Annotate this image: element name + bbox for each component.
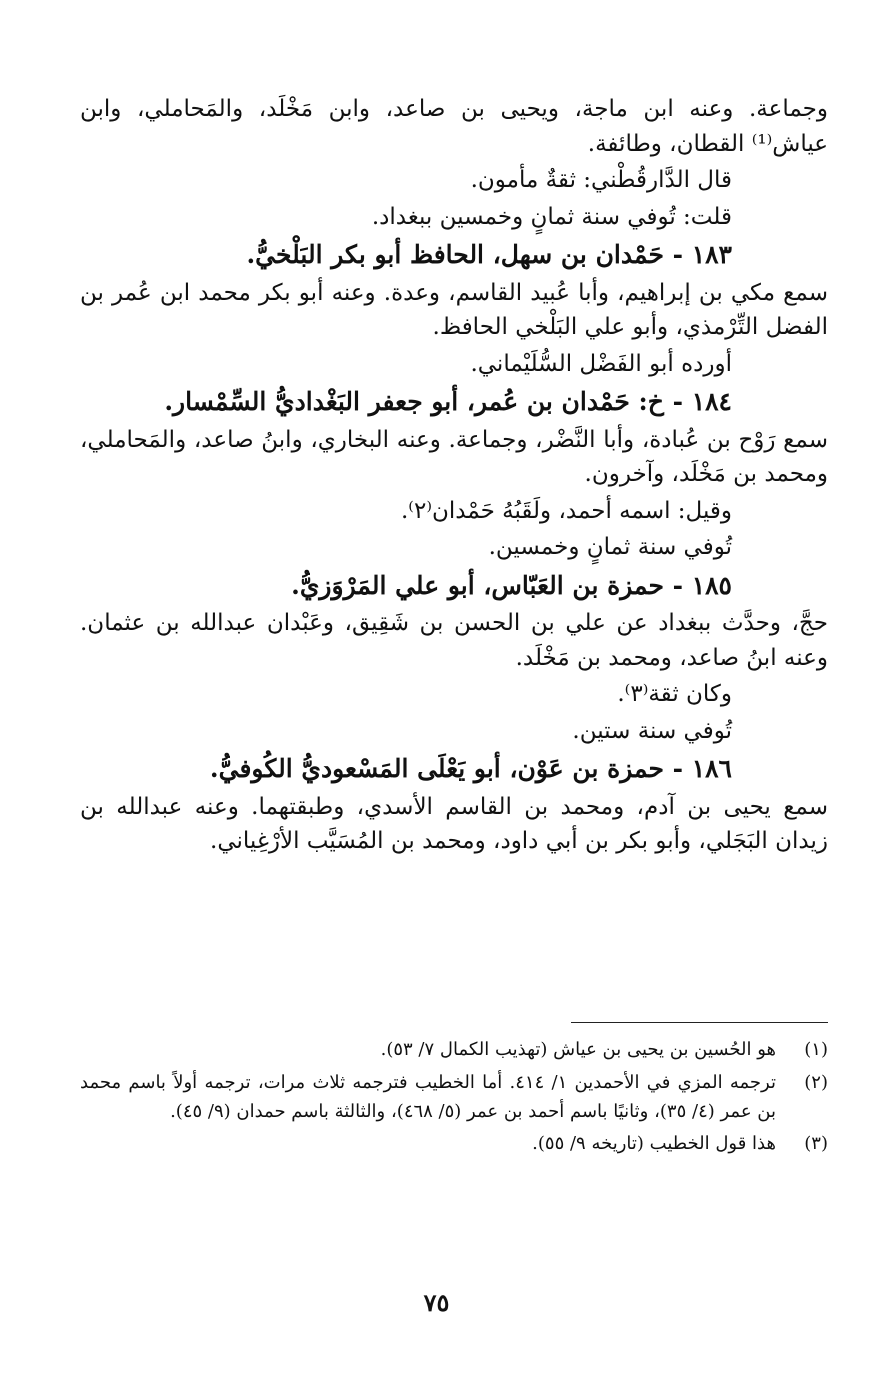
footnote-text: هذا قول الخطيب (تاريخه ٩/ ٥٥). xyxy=(532,1133,776,1155)
paragraph-continuation: وجماعة. وعنه ابن ماجة، ويحيى بن صاعد، وابن مَخْلَد، والمَحاملي، وابن عياش⁽¹⁾ القطان، وطائفة. xyxy=(80,96,828,157)
paragraph-186-narrators: سمع يحيى بن آدم، ومحمد بن القاسم الأسدي، وطبقتهما. وعنه عبدالله بن زيدان البَجَلي، وأبو بكر بن أبي داود، ومحمد بن المُسَيَّب الأرْغِياني. xyxy=(80,793,828,854)
paragraph-daraqutni: قال الدَّارقُطْني: ثقةٌ مأمون. xyxy=(470,167,732,193)
entry-heading-186: ١٨٦ - حمزة بن عَوْن، أبو يَعْلَى المَسْعوديُّ الكُوفيُّ. xyxy=(209,754,732,783)
paragraph-183-source: أورده أبو الفَضْل السُّلَيْماني. xyxy=(470,350,732,377)
footnote-text: هو الحُسين بن يحيى بن عياش (تهذيب الكمال ٧/ ٥٣). xyxy=(380,1039,776,1060)
entry-heading-185: ١٨٥ - حمزة بن العَبّاس، أبو علي المَرْوَزيُّ. xyxy=(291,570,732,600)
paragraph-184-narrators: سمع رَوْح بن عُبادة، وأبا النَّضْر، وجماعة. وعنه البخاري، وابنُ صاعد، والمَحاملي، ومحمد بن مَخْلَد، وآخرون. xyxy=(80,426,828,487)
main-text xyxy=(80,92,828,861)
footnote-1 xyxy=(80,1036,828,1065)
footnote-2 xyxy=(80,1069,828,1127)
paragraph-death-183-prev: قلت: تُوفي سنة ثمانٍ وخمسين ببغداد. xyxy=(371,203,732,230)
paragraph-183-narrators: سمع مكي بن إبراهيم، وأبا عُبيد القاسم، وعدة. وعنه أبو بكر محمد ابن عُمر بن الفضل التِّرْمذي، وأبو علي البَلْخي الحافظ. xyxy=(80,279,828,340)
entry-heading-183: ١٨٣ - حَمْدان بن سهل، الحافظ أبو بكر البَلْخيُّ. xyxy=(246,240,732,269)
footnote-3 xyxy=(80,1130,828,1159)
footnote-text: ترجمه المزي في الأحمدين ١/ ٤١٤. أما الخطيب فترجمه ثلاث مرات، ترجمه أولاً باسم محمد بن عمر (٤/ ٣٥)، وثانيًا باسم أحمد بن عمر (٥/ ٤٦٨)، والثالثة باسم حمدان (٩/ ٤٥). xyxy=(80,1071,776,1122)
footnote-number: (٣) xyxy=(804,1133,828,1155)
footnote-number: (١) xyxy=(804,1039,828,1060)
footnote-number: (٢) xyxy=(804,1071,828,1093)
page-number: ٧٥ xyxy=(423,1288,450,1317)
paragraph-185-trust: وكان ثقة⁽٣⁾. xyxy=(617,681,732,707)
footnote-divider xyxy=(571,1022,828,1023)
paragraph-184-name: وقيل: اسمه أحمد، ولَقَبُهُ حَمْدان⁽٢⁾. xyxy=(400,497,732,524)
paragraph-184-death: تُوفي سنة ثمانٍ وخمسين. xyxy=(488,534,732,560)
footnotes xyxy=(80,1036,828,1163)
paragraph-185-death: تُوفي سنة ستين. xyxy=(572,717,732,744)
entry-heading-184: ١٨٤ - خ: حَمْدان بن عُمر، أبو جعفر البَغْداديُّ السِّمْسار. xyxy=(164,387,732,416)
paragraph-185-narrators: حجَّ، وحدَّث ببغداد عن علي بن الحسن بن شَقِيق، وعَبْدان عبدالله بن عثمان. وعنه ابنُ صاعد، ومحمد بن مَخْلَد. xyxy=(80,610,828,671)
